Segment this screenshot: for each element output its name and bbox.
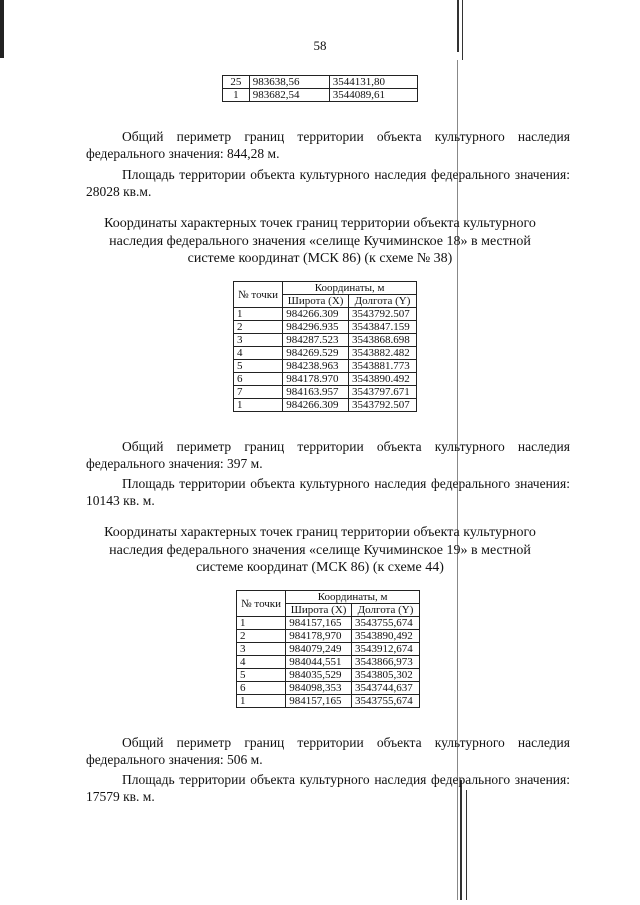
point-number-cell: 6 — [237, 682, 286, 695]
latitude-cell: 984157,165 — [286, 695, 352, 708]
point-number-cell: 4 — [237, 656, 286, 669]
scan-fold-line — [466, 790, 467, 900]
point-number-cell: 1 — [237, 617, 286, 630]
area-paragraph: Площадь территории объекта культурного наследия федерального значения: 17579 кв. м. — [86, 772, 570, 804]
table-row — [237, 669, 420, 682]
latitude-cell: 984238.963 — [283, 360, 349, 373]
latitude-cell: 984269.529 — [283, 347, 349, 360]
point-number-cell: 25 — [223, 76, 250, 89]
point-number-cell: 3 — [234, 334, 283, 347]
longitude-cell: 3544131,80 — [329, 76, 417, 89]
longitude-cell: 3543792.507 — [349, 308, 417, 321]
col-x-header: Широта (X) — [286, 604, 352, 617]
latitude-cell: 983682,54 — [249, 89, 329, 102]
coordinates-table — [233, 281, 417, 412]
longitude-cell: 3543755,674 — [352, 695, 420, 708]
table-row — [237, 695, 420, 708]
longitude-cell: 3543912,674 — [352, 643, 420, 656]
col-point-header: № точки — [234, 282, 283, 308]
latitude-cell: 984035,529 — [286, 669, 352, 682]
point-number-cell: 5 — [237, 669, 286, 682]
table-row — [237, 643, 420, 656]
latitude-cell: 984178,970 — [286, 630, 352, 643]
area-paragraph: Площадь территории объекта культурного наследия федерального значения: 10143 кв. м. — [86, 476, 570, 508]
page-number: 58 — [313, 38, 327, 53]
longitude-cell: 3543868.698 — [349, 334, 417, 347]
point-number-cell: 2 — [234, 321, 283, 334]
col-coords-header: Координаты, м — [283, 282, 417, 295]
point-number-cell: 5 — [234, 360, 283, 373]
latitude-cell: 984163.957 — [283, 386, 349, 399]
col-coords-header: Координаты, м — [286, 591, 420, 604]
table-row — [237, 617, 420, 630]
col-x-header: Широта (X) — [283, 295, 349, 308]
area-paragraph: Площадь территории объекта культурного наследия федерального значения: 28028 кв.м. — [86, 167, 570, 199]
table-row — [223, 89, 418, 102]
point-number-cell: 1 — [237, 695, 286, 708]
table-row — [234, 321, 417, 334]
perimeter-paragraph: Общий периметр границ территории объекта культурного наследия федерального значения: 844,28 м. — [86, 129, 570, 161]
latitude-cell: 984079,249 — [286, 643, 352, 656]
table-row — [237, 682, 420, 695]
table-row — [234, 347, 417, 360]
longitude-cell: 3543755,674 — [352, 617, 420, 630]
point-number-cell: 6 — [234, 373, 283, 386]
longitude-cell: 3544089,61 — [329, 89, 417, 102]
point-number-cell: 1 — [234, 399, 283, 412]
point-number-cell: 2 — [237, 630, 286, 643]
table-row — [234, 334, 417, 347]
table-row — [234, 308, 417, 321]
longitude-cell: 3543792.507 — [349, 399, 417, 412]
latitude-cell: 984287.523 — [283, 334, 349, 347]
point-number-cell: 7 — [234, 386, 283, 399]
longitude-cell: 3543890.492 — [349, 373, 417, 386]
perimeter-paragraph: Общий периметр границ территории объекта культурного наследия федерального значения: 397 м. — [86, 439, 570, 471]
point-number-cell: 4 — [234, 347, 283, 360]
longitude-cell: 3543847.159 — [349, 321, 417, 334]
point-number-cell: 1 — [223, 89, 250, 102]
longitude-cell: 3543744,637 — [352, 682, 420, 695]
table-row — [234, 386, 417, 399]
longitude-cell: 3543797.671 — [349, 386, 417, 399]
coordinates-table — [236, 590, 420, 708]
latitude-cell: 984157,165 — [286, 617, 352, 630]
perimeter-paragraph: Общий периметр границ территории объекта культурного наследия федерального значения: 506 м. — [86, 735, 570, 767]
longitude-cell: 3543882.482 — [349, 347, 417, 360]
latitude-cell: 984296.935 — [283, 321, 349, 334]
table-row — [234, 360, 417, 373]
longitude-cell: 3543890,492 — [352, 630, 420, 643]
longitude-cell: 3543881.773 — [349, 360, 417, 373]
latitude-cell: 984098,353 — [286, 682, 352, 695]
latitude-cell: 984266.309 — [283, 399, 349, 412]
table-row — [234, 373, 417, 386]
col-y-header: Долгота (Y) — [349, 295, 417, 308]
latitude-cell: 984178.970 — [283, 373, 349, 386]
latitude-cell: 983638,56 — [249, 76, 329, 89]
table-row — [223, 76, 418, 89]
section-heading: Координаты характерных точек границ территории объекта культурного наследия федерального значения «селище Кучиминское 18» в местной системе координат (МСК 86) (к схеме № 38) — [104, 216, 536, 266]
longitude-cell: 3543866,973 — [352, 656, 420, 669]
coordinates-table-continuation — [222, 75, 418, 102]
latitude-cell: 984044,551 — [286, 656, 352, 669]
table-row — [234, 399, 417, 412]
section-heading: Координаты характерных точек границ территории объекта культурного наследия федерального значения «селище Кучиминское 19» в местной системе координат (МСК 86) (к схеме 44) — [104, 525, 536, 575]
table-row — [237, 630, 420, 643]
latitude-cell: 984266.309 — [283, 308, 349, 321]
point-number-cell: 3 — [237, 643, 286, 656]
table-row — [237, 656, 420, 669]
longitude-cell: 3543805,302 — [352, 669, 420, 682]
col-y-header: Долгота (Y) — [352, 604, 420, 617]
point-number-cell: 1 — [234, 308, 283, 321]
col-point-header: № точки — [237, 591, 286, 617]
